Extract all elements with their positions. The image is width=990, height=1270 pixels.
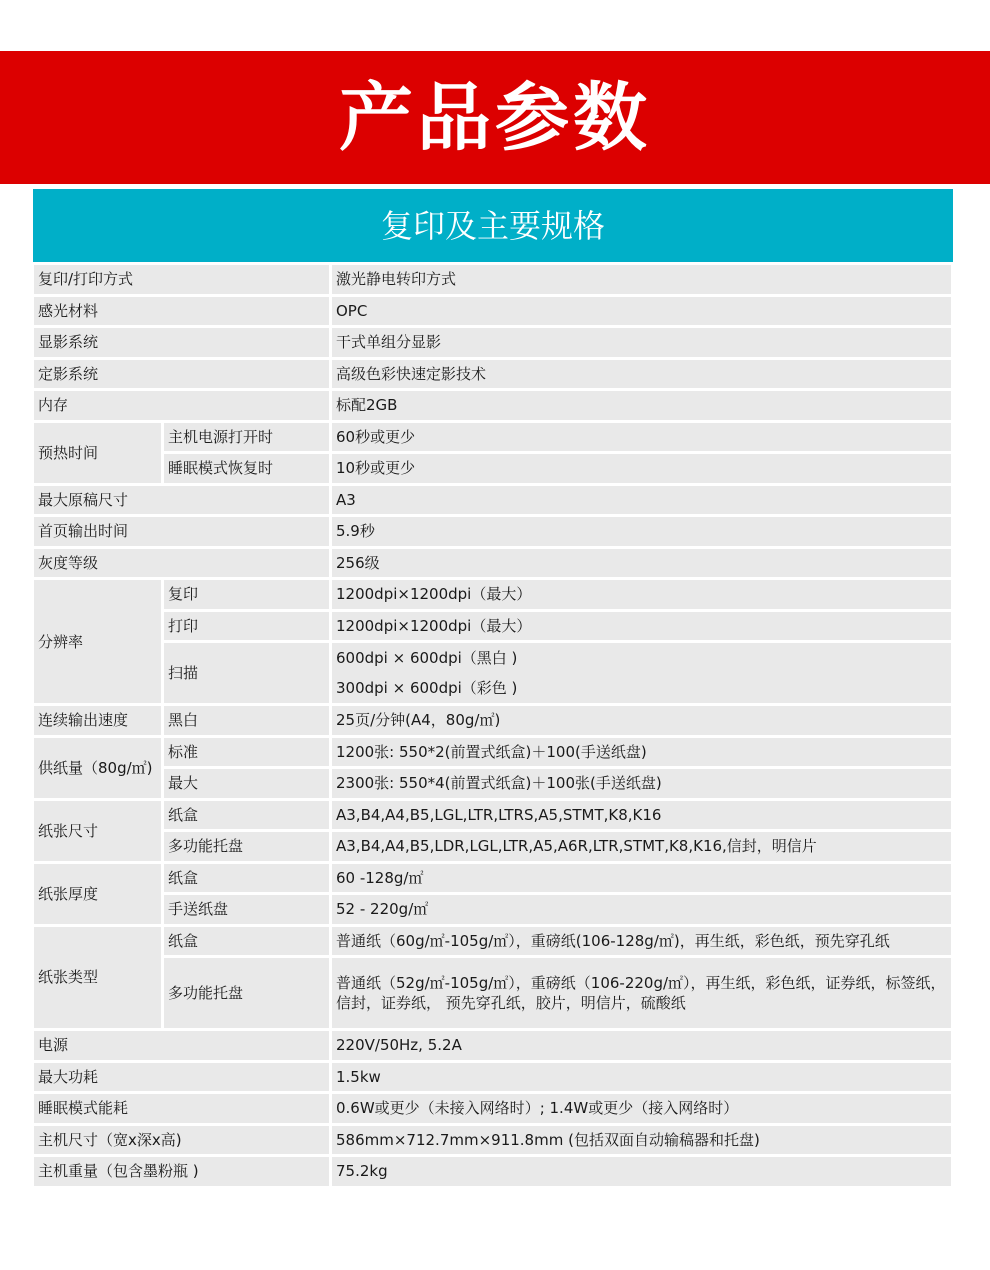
spec-value: 25页/分钟(A4，80g/㎡) (332, 706, 951, 735)
spec-label: 主机重量（包含墨粉瓶 ) (34, 1157, 329, 1186)
table-row (34, 265, 951, 294)
table-row (34, 423, 951, 452)
spec-sublabel: 标准 (164, 738, 329, 767)
spec-label: 显影系统 (34, 328, 329, 357)
spec-value (332, 643, 951, 703)
spec-label: 最大功耗 (34, 1063, 329, 1092)
spec-value: 普通纸（52g/㎡-105g/㎡），重磅纸（106-220g/㎡），再生纸，彩色纸，证券纸，标签纸，信封，证券纸， 预先穿孔纸，胶片，明信片，硫酸纸 (332, 958, 951, 1028)
spec-value-line: 300dpi × 600dpi（彩色 ) (336, 679, 518, 697)
spec-value: 5.9秒 (332, 517, 951, 546)
spec-value: A3,B4,A4,B5,LDR,LGL,LTR,A5,A6R,LTR,STMT,K8,K16,信封，明信片 (332, 832, 951, 861)
table-row (34, 1094, 951, 1123)
spec-sublabel: 复印 (164, 580, 329, 609)
table-row (34, 549, 951, 578)
table-row (34, 1126, 951, 1155)
table-row (34, 1031, 951, 1060)
spec-sublabel: 多功能托盘 (164, 832, 329, 861)
spec-label: 首页输出时间 (34, 517, 329, 546)
spec-value: 标配2GB (332, 391, 951, 420)
spec-sublabel: 纸盒 (164, 927, 329, 956)
spec-value: 激光静电转印方式 (332, 265, 951, 294)
header-banner (0, 51, 990, 184)
spec-label: 复印/打印方式 (34, 265, 329, 294)
table-row (34, 801, 951, 830)
spec-label: 主机尺寸（宽x深x高) (34, 1126, 329, 1155)
spec-value: 1200dpi×1200dpi（最大） (332, 612, 951, 641)
spec-label: 定影系统 (34, 360, 329, 389)
spec-label: 分辨率 (34, 580, 161, 703)
spec-sublabel: 黑白 (164, 706, 329, 735)
table-row (34, 927, 951, 956)
spec-sublabel: 多功能托盘 (164, 958, 329, 1028)
table-row (34, 360, 951, 389)
table-row (34, 1063, 951, 1092)
table-row (34, 738, 951, 767)
spec-value: 60秒或更少 (332, 423, 951, 452)
spec-value: 1200张: 550*2(前置式纸盒)＋100(手送纸盘) (332, 738, 951, 767)
spec-label: 纸张类型 (34, 927, 161, 1029)
spec-sublabel: 纸盒 (164, 864, 329, 893)
spec-value: 1200dpi×1200dpi（最大） (332, 580, 951, 609)
spec-label: 供纸量（80g/㎡) (34, 738, 161, 798)
table-row (34, 486, 951, 515)
table-row (34, 706, 951, 735)
spec-sublabel: 主机电源打开时 (164, 423, 329, 452)
table-row (34, 958, 951, 1028)
spec-value: 2300张: 550*4(前置式纸盒)＋100张(手送纸盘) (332, 769, 951, 798)
spec-label: 最大原稿尺寸 (34, 486, 329, 515)
spec-label: 灰度等级 (34, 549, 329, 578)
spec-value: 60 -128g/㎡ (332, 864, 951, 893)
spec-label: 感光材料 (34, 297, 329, 326)
spec-label: 预热时间 (34, 423, 161, 483)
spec-label: 纸张尺寸 (34, 801, 161, 861)
spec-value: 75.2kg (332, 1157, 951, 1186)
table-row (34, 612, 951, 641)
table-row (34, 517, 951, 546)
spec-value: 0.6W或更少（未接入网络时）; 1.4W或更少（接入网络时） (332, 1094, 951, 1123)
spec-label: 连续输出速度 (34, 706, 161, 735)
spec-sublabel: 最大 (164, 769, 329, 798)
table-row (34, 391, 951, 420)
spec-sublabel: 扫描 (164, 643, 329, 703)
spec-value-line: 600dpi × 600dpi（黑白 ) (336, 649, 518, 667)
spec-value: A3,B4,A4,B5,LGL,LTR,LTRS,A5,STMT,K8,K16 (332, 801, 951, 830)
spec-value: 256级 (332, 549, 951, 578)
section-header (33, 189, 953, 262)
spec-value: 586mm×712.7mm×911.8mm (包括双面自动输稿器和托盘) (332, 1126, 951, 1155)
spec-value: 高级色彩快速定影技术 (332, 360, 951, 389)
spec-value: 10秒或更少 (332, 454, 951, 483)
banner-title: 产品参数 (339, 74, 651, 161)
table-row (34, 769, 951, 798)
section-title: 复印及主要规格 (380, 206, 605, 245)
table-row (34, 895, 951, 924)
table-row (34, 1157, 951, 1186)
spec-value: 52 - 220g/㎡ (332, 895, 951, 924)
table-row (34, 328, 951, 357)
spec-value: 干式单组分显影 (332, 328, 951, 357)
spec-value: A3 (332, 486, 951, 515)
spec-label: 纸张厚度 (34, 864, 161, 924)
spec-label: 电源 (34, 1031, 329, 1060)
spec-sublabel: 打印 (164, 612, 329, 641)
table-row (34, 832, 951, 861)
table-row (34, 643, 951, 703)
spec-table (31, 262, 954, 1189)
spec-sublabel: 睡眠模式恢复时 (164, 454, 329, 483)
spec-value: OPC (332, 297, 951, 326)
spec-value: 普通纸（60g/㎡-105g/㎡），重磅纸(106-128g/㎡)，再生纸，彩色纸，预先穿孔纸 (332, 927, 951, 956)
spec-value: 1.5kw (332, 1063, 951, 1092)
table-row (34, 454, 951, 483)
table-row (34, 297, 951, 326)
spec-sublabel: 手送纸盘 (164, 895, 329, 924)
spec-value: 220V/50Hz, 5.2A (332, 1031, 951, 1060)
table-row (34, 580, 951, 609)
spec-label: 内存 (34, 391, 329, 420)
spec-label: 睡眠模式能耗 (34, 1094, 329, 1123)
table-row (34, 864, 951, 893)
spec-sublabel: 纸盒 (164, 801, 329, 830)
